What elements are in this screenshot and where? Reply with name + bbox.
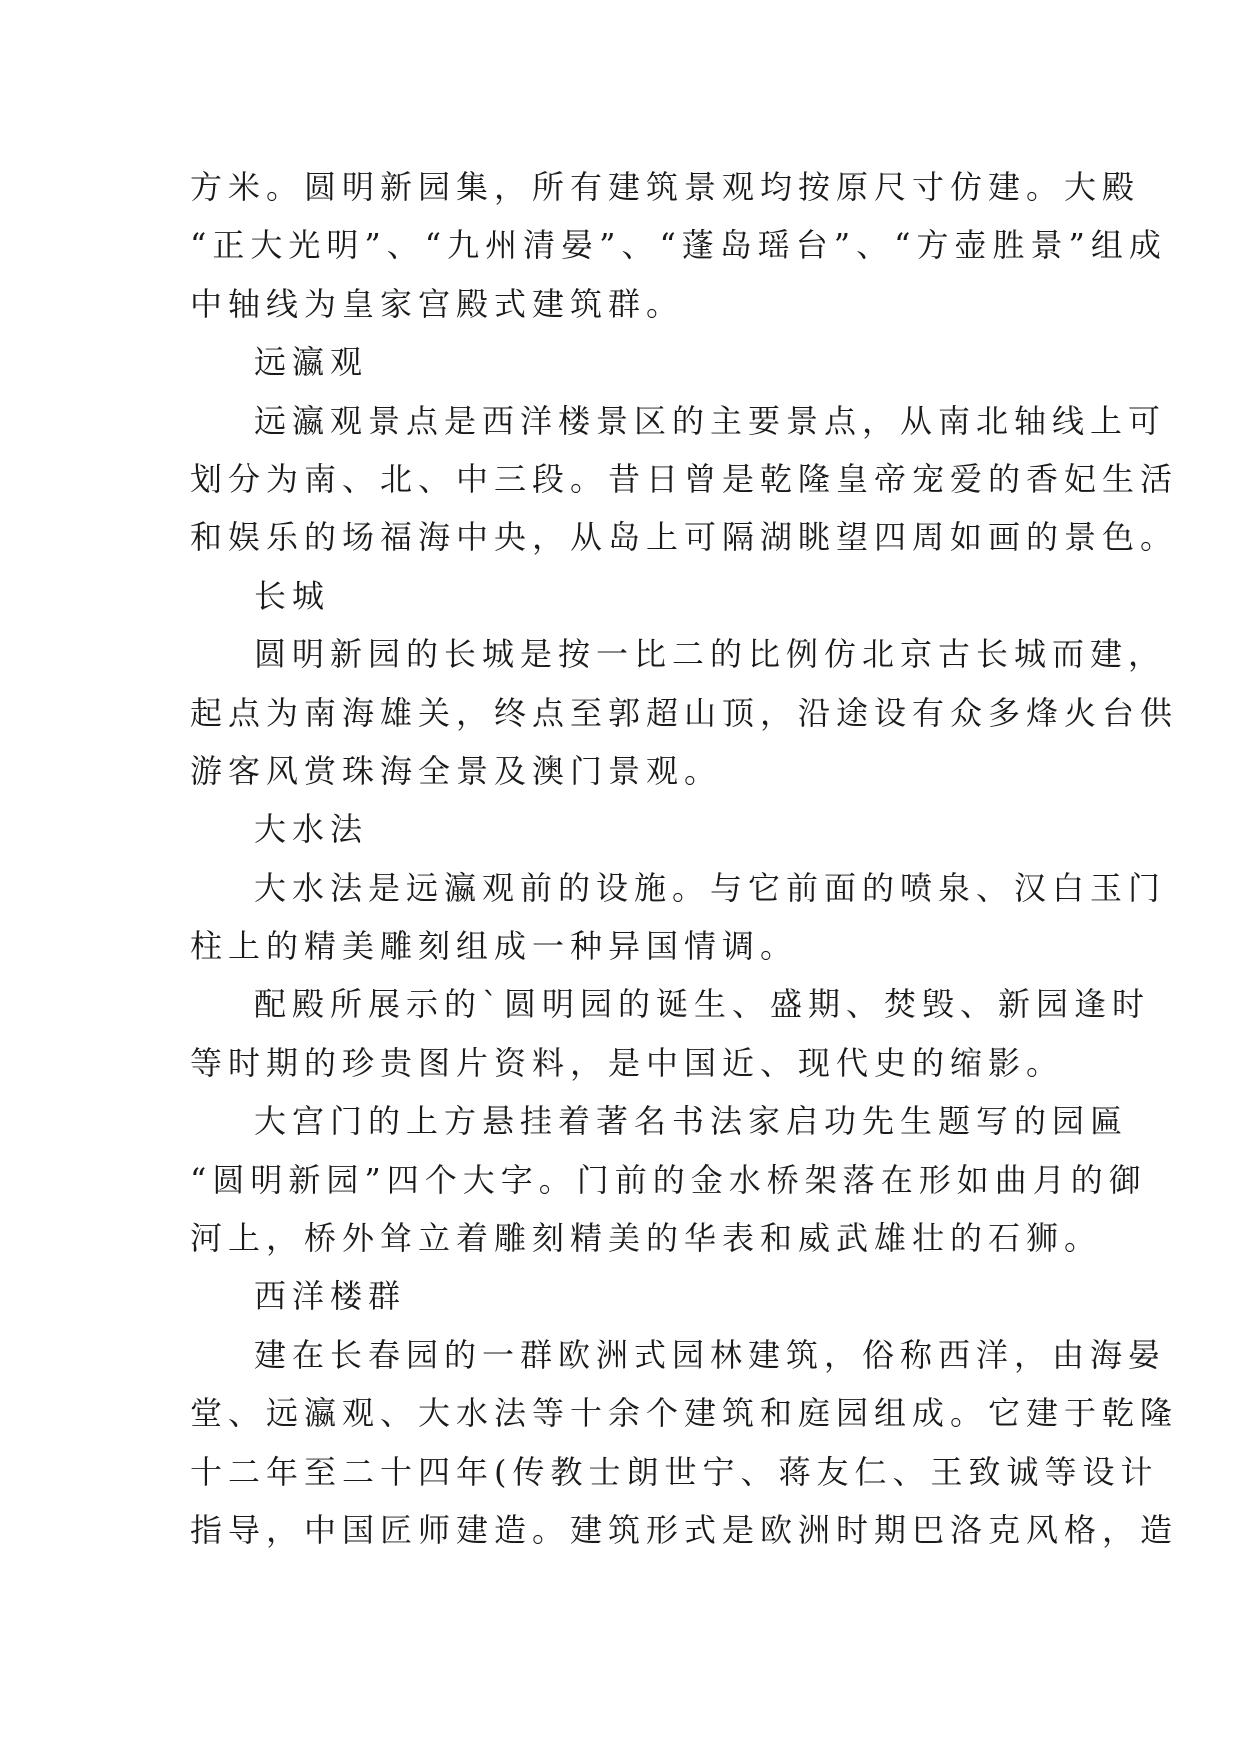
text-line: 建在长春园的一群欧洲式园林建筑，俗称西洋，由海晏 [254, 1335, 1167, 1374]
text-line: 大水法 [254, 810, 369, 849]
text-line: 柱上的精美雕刻组成一种异国情调。 [190, 927, 799, 966]
text-line: 和娱乐的场福海中央，从岛上可隔湖眺望四周如画的景色。 [190, 518, 1179, 557]
text-line: 游客风赏珠海全景及澳门景观。 [190, 751, 723, 790]
text-line: 河上，桥外耸立着雕刻精美的华表和威武雄壮的石狮。 [190, 1219, 1103, 1258]
text-line: 十二年至二十四年(传教士朗世宁、蒋友仁、王致诚等设计 [190, 1452, 1159, 1491]
text-line: 远瀛观景点是西洋楼景区的主要景点，从南北轴线上可 [254, 401, 1167, 440]
text-line: 中轴线为皇家宫殿式建筑群。 [190, 284, 685, 323]
text-line: “正大光明”、“九州清晏”、“蓬岛瑶台”、“方壶胜景”组成 [190, 226, 1167, 265]
text-line: “圆明新园”四个大字。门前的金水桥架落在形如曲月的御 [190, 1160, 1147, 1199]
text-line: 方米。圆明新园集，所有建筑景观均按原尺寸仿建。大殿 [190, 168, 1141, 206]
text-line: 大水法是远瀛观前的设施。与它前面的喷泉、汉白玉门 [254, 868, 1167, 907]
text-line: 配殿所展示的`圆明园的诞生、盛期、焚毁、新园逢时 [254, 985, 1151, 1024]
text-line: 长城 [254, 576, 331, 615]
text-line: 圆明新园的长城是按一比二的比例仿北京古长城而建， [254, 635, 1167, 674]
text-line: 起点为南海雄关，终点至郭超山顶，沿途设有众多烽火台供 [190, 693, 1179, 732]
text-line: 划分为南、北、中三段。昔日曾是乾隆皇帝宠爱的香妃生活 [190, 459, 1179, 498]
text-line: 大宫门的上方悬挂着著名书法家启功先生题写的园匾 [254, 1102, 1129, 1141]
text-line: 堂、远瀛观、大水法等十余个建筑和庭园组成。它建于乾隆 [190, 1394, 1179, 1433]
document-body [190, 158, 1179, 1559]
text-line: 等时期的珍贵图片资料，是中国近、现代史的缩影。 [190, 1043, 1065, 1082]
text-line: 远瀛观 [254, 343, 369, 382]
text-line: 指导，中国匠师建造。建筑形式是欧洲时期巴洛克风格，造 [190, 1510, 1179, 1549]
text-line: 西洋楼群 [254, 1277, 407, 1316]
